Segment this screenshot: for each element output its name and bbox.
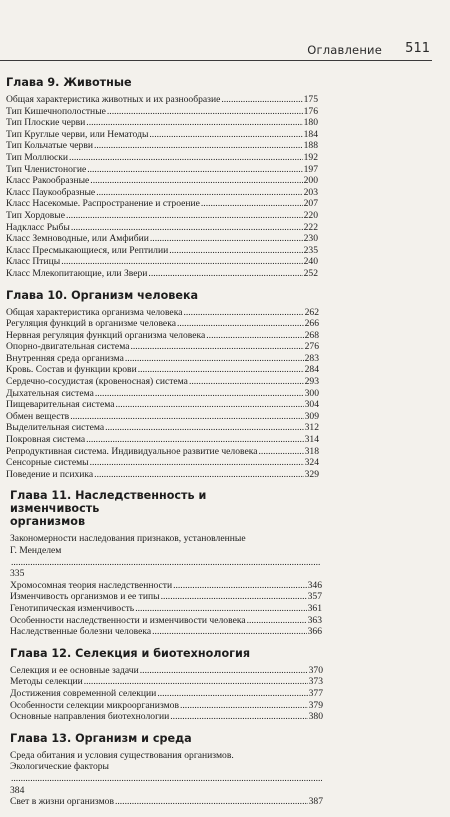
chapter-section bbox=[6, 76, 318, 280]
dot-leader bbox=[86, 117, 302, 129]
dot-leader bbox=[61, 256, 302, 268]
toc-entry-page: 377 bbox=[308, 687, 323, 699]
dot-leader bbox=[161, 591, 307, 603]
toc-entry-page: 188 bbox=[303, 140, 318, 152]
toc-entry-page: 363 bbox=[307, 614, 322, 626]
toc-entry[interactable] bbox=[6, 422, 319, 434]
toc-entry-title: Особенности селекции микроорганизмов bbox=[10, 699, 179, 711]
dot-leader bbox=[177, 318, 304, 330]
toc-entry-page: 175 bbox=[303, 94, 318, 105]
toc-entry-title: Хромосомная теория наследственности bbox=[10, 579, 173, 591]
toc-entry[interactable] bbox=[6, 187, 318, 199]
toc-entry-title: Тип Плоские черви bbox=[6, 117, 86, 129]
toc-entry-title: Достижения современной селекции bbox=[10, 687, 157, 699]
toc-entry-page: 252 bbox=[303, 267, 318, 279]
toc-entry-page: 346 bbox=[307, 579, 322, 591]
toc-entry[interactable] bbox=[6, 268, 318, 280]
toc-entry-page: 222 bbox=[303, 221, 318, 233]
toc-entry-title: Внутренняя среда организма bbox=[6, 352, 124, 364]
toc-entry[interactable] bbox=[6, 152, 318, 164]
dot-leader bbox=[107, 106, 303, 118]
dot-leader bbox=[201, 198, 303, 210]
toc-entry-page: 300 bbox=[304, 387, 319, 399]
dot-leader bbox=[130, 341, 303, 353]
dot-leader bbox=[94, 140, 303, 152]
chapter-title: Глава 12. Селекция и биотехнология bbox=[10, 646, 251, 660]
toc-entry-page: 235 bbox=[303, 244, 318, 256]
chapter-section bbox=[10, 489, 322, 637]
toc-entry-page: 176 bbox=[303, 105, 318, 117]
table-of-contents bbox=[0, 76, 440, 817]
toc-entry-page: 373 bbox=[308, 676, 323, 688]
dot-leader bbox=[87, 164, 302, 176]
toc-entry[interactable] bbox=[6, 318, 319, 330]
dot-leader bbox=[86, 434, 304, 446]
toc-entry-page: 379 bbox=[308, 699, 323, 711]
dot-leader bbox=[189, 376, 304, 388]
toc-entry-title: Класс Птицы bbox=[6, 256, 61, 268]
toc-entry-page: 262 bbox=[304, 306, 319, 318]
toc-entry[interactable] bbox=[6, 446, 319, 458]
dot-leader bbox=[157, 688, 307, 700]
toc-entry-title: Селекция и ее основные задачи bbox=[10, 664, 139, 676]
toc-entry-page: 309 bbox=[304, 410, 319, 422]
toc-entry[interactable] bbox=[6, 364, 319, 376]
toc-entry[interactable] bbox=[10, 665, 323, 677]
toc-entry-page: 370 bbox=[308, 664, 323, 676]
toc-entry[interactable] bbox=[6, 164, 318, 176]
toc-entry[interactable] bbox=[6, 353, 319, 365]
dot-leader bbox=[90, 175, 302, 187]
toc-entry-page: 200 bbox=[303, 175, 318, 187]
toc-entry[interactable] bbox=[6, 233, 318, 245]
dot-leader bbox=[180, 700, 308, 712]
toc-entry-title: Наследственные болезни человека bbox=[10, 626, 152, 638]
toc-entry-title: Общая характеристика животных и их разнообразие bbox=[6, 94, 221, 105]
toc-entry-title: Среда обитания и условия существования организмов. bbox=[10, 749, 234, 761]
toc-entry[interactable] bbox=[10, 591, 322, 603]
toc-entry-page: 329 bbox=[304, 468, 319, 480]
toc-entry-page: 312 bbox=[304, 422, 319, 434]
toc-entry-title: Сердечно-сосудистая (кровеносная) система bbox=[6, 376, 188, 388]
chapter-title: Глава 9. Животные bbox=[6, 76, 132, 89]
toc-entry-page: 268 bbox=[304, 329, 319, 341]
dot-leader bbox=[247, 615, 307, 627]
toc-entry-title: Класс Млекопитающие, или Звери bbox=[6, 267, 148, 279]
toc-entry[interactable] bbox=[6, 129, 318, 141]
toc-entry[interactable] bbox=[10, 603, 322, 615]
toc-entry-page: 184 bbox=[303, 128, 318, 140]
dot-leader bbox=[71, 222, 303, 234]
dot-leader bbox=[135, 603, 306, 615]
toc-entry[interactable] bbox=[6, 117, 318, 129]
toc-entry-page: 220 bbox=[303, 209, 318, 221]
toc-entry-page: 324 bbox=[304, 457, 319, 469]
dot-leader bbox=[173, 580, 307, 592]
toc-entry-title: Тип Моллюски bbox=[6, 151, 69, 163]
toc-entry-page: 384 bbox=[10, 784, 25, 796]
toc-entry-page: 207 bbox=[303, 198, 318, 210]
toc-entry-page: 240 bbox=[303, 256, 318, 268]
dot-leader bbox=[84, 676, 308, 688]
toc-entry[interactable] bbox=[6, 399, 319, 411]
toc-entry-page: 366 bbox=[307, 626, 322, 638]
toc-entry-page: 283 bbox=[304, 352, 319, 364]
toc-entry[interactable] bbox=[6, 388, 319, 400]
toc-entry-title: Тип Круглые черви, или Нематоды bbox=[6, 128, 149, 140]
toc-entry-title: Основные направления биотехнологии bbox=[10, 711, 170, 723]
toc-entry-title: Класс Насекомые. Распространение и строение bbox=[6, 198, 200, 210]
dot-leader bbox=[152, 626, 306, 638]
toc-entry[interactable] bbox=[6, 210, 318, 222]
toc-entry-title: Надкласс Рыбы bbox=[6, 221, 70, 233]
toc-entry[interactable] bbox=[6, 140, 318, 152]
dot-leader bbox=[170, 711, 307, 723]
toc-entry[interactable] bbox=[10, 750, 323, 796]
toc-entry-title: Кровь. Состав и функции крови bbox=[6, 364, 137, 376]
toc-entry-page: 361 bbox=[307, 602, 322, 614]
toc-entry[interactable] bbox=[10, 700, 323, 712]
toc-entry-page: 284 bbox=[304, 364, 319, 376]
toc-entry-page: 304 bbox=[304, 399, 319, 411]
dot-leader bbox=[66, 210, 303, 222]
toc-entry-title: Обмен веществ bbox=[6, 410, 70, 422]
toc-entry[interactable] bbox=[6, 198, 318, 210]
dot-leader bbox=[70, 411, 303, 423]
toc-entry-page: 314 bbox=[304, 434, 319, 446]
dot-leader bbox=[140, 665, 308, 677]
dot-leader bbox=[96, 187, 302, 199]
toc-entry-title: Закономерности наследования признаков, установленные bbox=[10, 533, 246, 545]
toc-entry[interactable] bbox=[6, 469, 319, 481]
toc-entry-title: Регуляция функций в организме человека bbox=[6, 318, 176, 330]
toc-entry-title: Сенсорные системы bbox=[6, 457, 89, 469]
toc-entry-title-continued: Г. Менделем bbox=[10, 545, 62, 556]
toc-entry-page: 276 bbox=[304, 341, 319, 353]
toc-entry-page: 335 bbox=[10, 568, 25, 580]
chapter-section bbox=[6, 289, 319, 481]
toc-entry-title: Особенности наследственности и изменчивости человека bbox=[10, 614, 246, 626]
dot-leader bbox=[148, 268, 302, 280]
dot-leader bbox=[183, 307, 303, 319]
toc-entry[interactable] bbox=[6, 330, 319, 342]
toc-entry[interactable] bbox=[10, 711, 323, 723]
toc-entry[interactable] bbox=[10, 676, 323, 688]
toc-entry-title: Пищеварительная система bbox=[6, 399, 115, 411]
toc-entry-title: Тип Хордовые bbox=[6, 209, 65, 221]
toc-entry-title: Класс Ракообразные bbox=[6, 175, 90, 187]
toc-entry-title: Поведение и психика bbox=[6, 468, 94, 480]
dot-leader bbox=[149, 129, 302, 141]
dot-leader bbox=[90, 457, 304, 469]
dot-leader bbox=[115, 399, 303, 411]
toc-entry-page: 230 bbox=[303, 233, 318, 245]
toc-entry-title: Репродуктивная система. Индивидуальное развитие человека bbox=[6, 445, 258, 457]
toc-entry-page: 197 bbox=[303, 163, 318, 175]
header-rule bbox=[0, 60, 432, 61]
dot-leader bbox=[206, 330, 303, 342]
toc-entry[interactable] bbox=[6, 434, 319, 446]
toc-entry[interactable] bbox=[6, 106, 318, 118]
toc-entry-title: Опорно-двигательная система bbox=[6, 341, 130, 353]
dot-leader bbox=[94, 469, 303, 481]
toc-entry[interactable] bbox=[10, 688, 323, 700]
toc-entry-title: Изменчивость организмов и ее типы bbox=[10, 591, 160, 603]
dot-leader bbox=[115, 796, 308, 808]
toc-entry-title: Класс Пресмыкающиеся, или Рептилии bbox=[6, 244, 169, 256]
dot-leader bbox=[169, 245, 302, 257]
toc-entry-title: Дыхательная система bbox=[6, 387, 94, 399]
toc-entry-title: Покровная система bbox=[6, 434, 86, 446]
toc-entry-title: Общая характеристика организма человека bbox=[6, 306, 183, 318]
toc-entry-page: 318 bbox=[304, 445, 319, 457]
toc-entry-title: Нервная регуляция функций организма человека bbox=[6, 329, 206, 341]
toc-entry-title: Тип Членистоногие bbox=[6, 163, 87, 175]
page-number: 511 bbox=[405, 41, 430, 56]
dot-leader bbox=[125, 353, 304, 365]
toc-entry-title: Класс Паукообразные bbox=[6, 186, 96, 198]
chapter-title: Глава 13. Организм и среда bbox=[10, 731, 192, 745]
toc-entry[interactable] bbox=[6, 222, 318, 234]
toc-entry-title: Свет в жизни организмов bbox=[10, 796, 114, 808]
toc-entry-page: 180 bbox=[303, 117, 318, 129]
toc-entry[interactable] bbox=[6, 256, 318, 268]
dot-leader bbox=[11, 773, 322, 785]
chapter-title: Глава 11. Наследственность и изменчивость организмов bbox=[10, 489, 207, 529]
dot-leader bbox=[69, 152, 303, 164]
toc-entry[interactable] bbox=[6, 341, 319, 353]
toc-entry[interactable] bbox=[10, 580, 322, 592]
toc-entry-page: 192 bbox=[303, 151, 318, 163]
chapter-title: Глава 10. Организм человека bbox=[6, 288, 199, 302]
running-header bbox=[0, 41, 450, 59]
dot-leader bbox=[105, 422, 304, 434]
toc-entry-page: 203 bbox=[303, 186, 318, 198]
dot-leader bbox=[138, 364, 304, 376]
toc-entry-title-continued: Экологические факторы bbox=[10, 761, 109, 773]
toc-entry[interactable] bbox=[6, 175, 318, 187]
toc-entry[interactable] bbox=[6, 245, 318, 257]
toc-entry-page: 293 bbox=[304, 376, 319, 388]
toc-entry-title: Тип Кольчатые черви bbox=[6, 140, 93, 152]
running-header-title: Оглавление bbox=[307, 43, 382, 57]
toc-entry-page: 357 bbox=[307, 591, 322, 603]
toc-entry[interactable] bbox=[6, 411, 319, 423]
dot-leader bbox=[95, 388, 304, 400]
toc-entry-page: 380 bbox=[308, 711, 323, 723]
chapter-section bbox=[10, 647, 323, 723]
toc-entry-title: Класс Земноводные, или Амфибии bbox=[6, 233, 149, 245]
toc-entry[interactable] bbox=[10, 615, 322, 627]
toc-entry[interactable] bbox=[6, 376, 319, 388]
dot-leader bbox=[150, 233, 303, 245]
dot-leader bbox=[221, 94, 302, 106]
toc-entry[interactable] bbox=[6, 307, 319, 319]
toc-entry[interactable] bbox=[10, 533, 322, 579]
dot-leader bbox=[11, 557, 321, 569]
toc-entry-title: Генотипическая изменчивость bbox=[10, 602, 135, 614]
dot-leader bbox=[259, 446, 304, 458]
toc-entry-page: 266 bbox=[304, 318, 319, 330]
toc-entry[interactable] bbox=[6, 94, 318, 106]
toc-entry-page: 387 bbox=[308, 796, 323, 808]
toc-entry-title: Методы селекции bbox=[10, 676, 83, 688]
toc-entry[interactable] bbox=[10, 796, 323, 808]
toc-entry-title: Выделительная система bbox=[6, 422, 105, 434]
toc-entry-title: Тип Кишечнополостные bbox=[6, 105, 106, 117]
toc-entry[interactable] bbox=[10, 626, 322, 638]
toc-entry[interactable] bbox=[6, 457, 319, 469]
chapter-section bbox=[10, 732, 323, 808]
